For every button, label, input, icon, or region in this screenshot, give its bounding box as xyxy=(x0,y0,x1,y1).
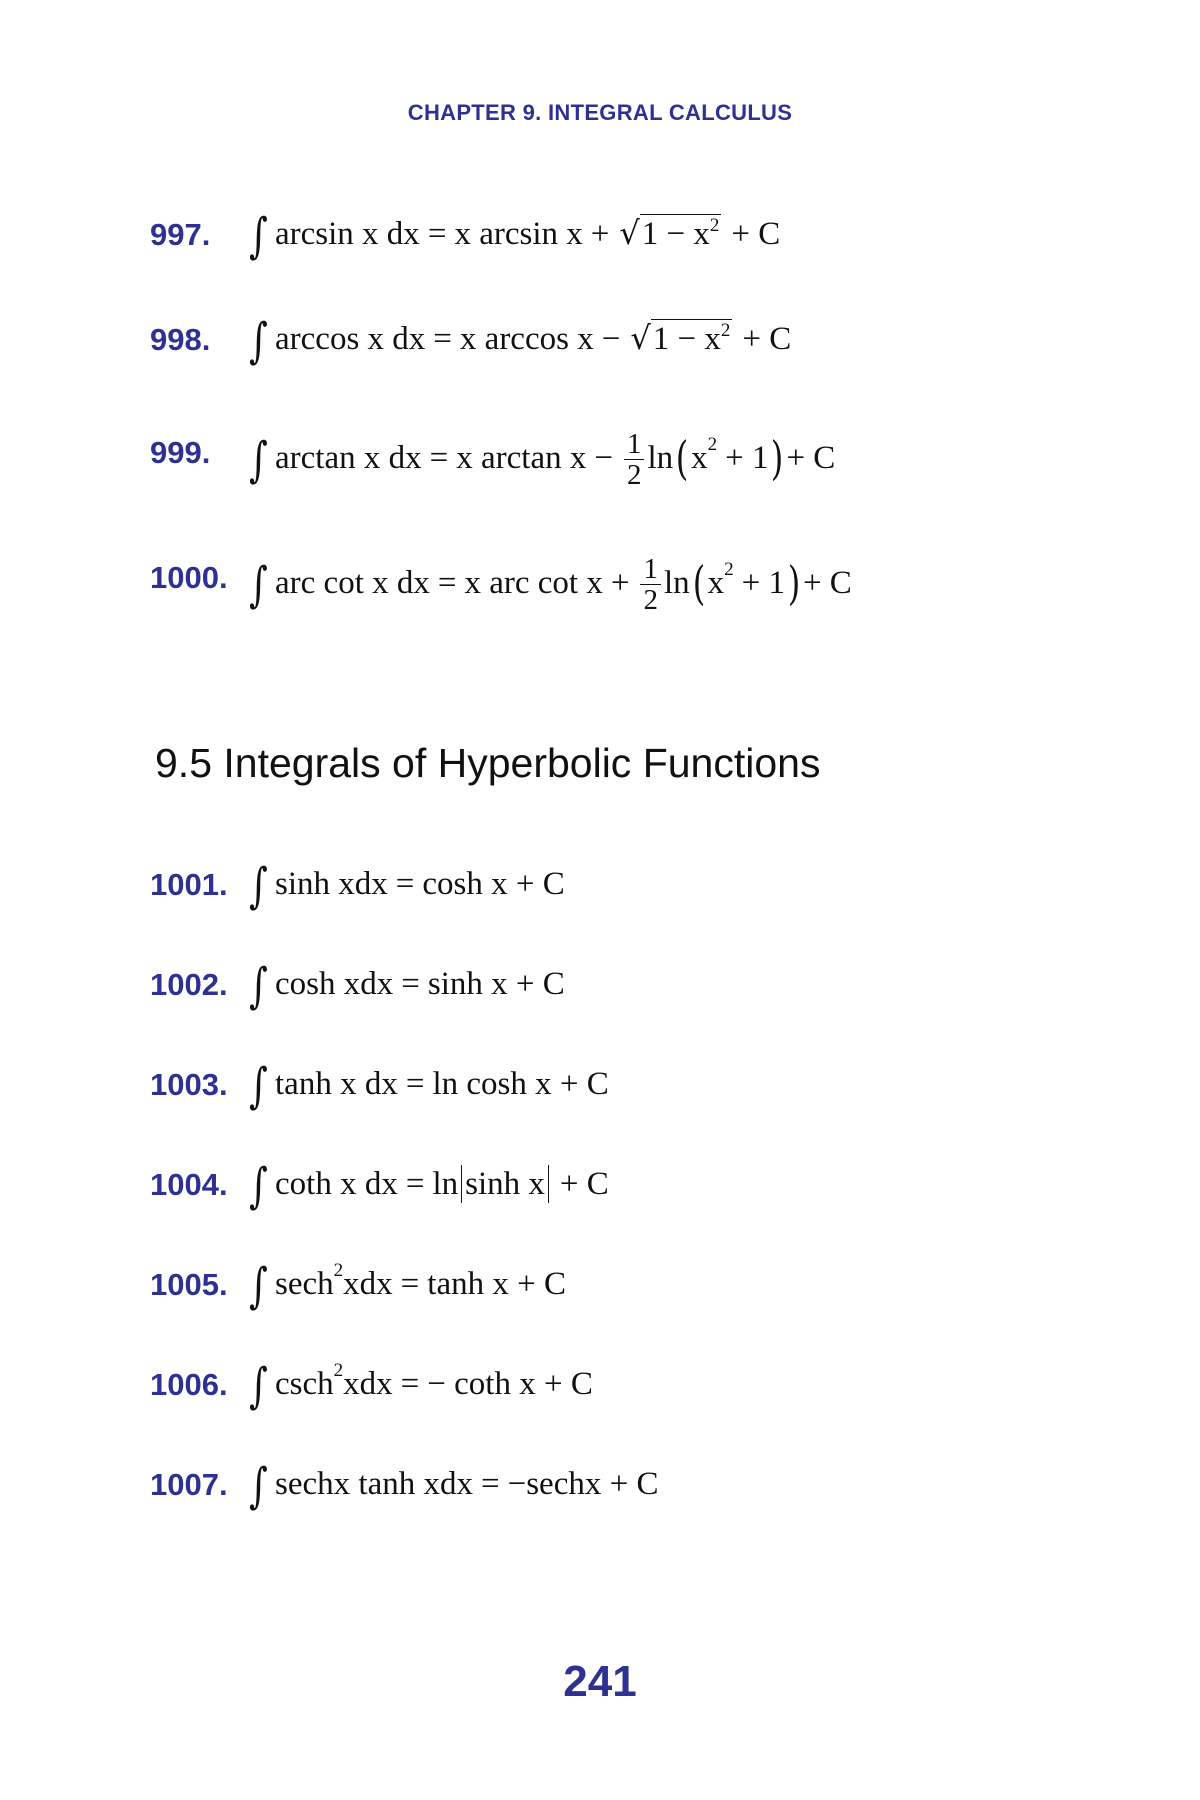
integrand: arctan x dx xyxy=(275,439,422,476)
formula-number: 1007. xyxy=(150,1467,228,1502)
right-paren-icon: ) xyxy=(771,430,784,485)
abs-bar-left-icon xyxy=(461,1165,462,1203)
exponent: 2 xyxy=(709,215,720,236)
integral-sign-icon: ∫ xyxy=(249,1458,268,1514)
formula-expression xyxy=(246,858,565,914)
equals-sign: = xyxy=(437,564,457,601)
formula-number: 1003. xyxy=(150,1067,228,1102)
integral-sign-icon: ∫ xyxy=(249,1258,268,1314)
fraction-one-half xyxy=(640,554,661,615)
argument-var: x xyxy=(707,564,725,601)
equals-sign: = xyxy=(480,1466,500,1502)
rhs-term: x arctan x xyxy=(456,439,587,476)
constant-term: + C xyxy=(731,216,781,252)
result: sinh x + C xyxy=(427,966,565,1002)
formula-number: 999. xyxy=(150,435,211,470)
formula-expression xyxy=(246,427,836,491)
constant-term: + C xyxy=(802,564,852,601)
argument-var: x xyxy=(691,439,708,476)
rhs-term: x arc cot x xyxy=(464,564,603,601)
ln-function: ln xyxy=(647,439,674,476)
abs-argument: sinh x xyxy=(465,1166,545,1202)
formula-number: 998. xyxy=(150,322,211,357)
result: cosh x + C xyxy=(422,866,565,902)
integral-sign-icon: ∫ xyxy=(249,858,268,914)
page-number: 241 xyxy=(563,1657,637,1706)
fraction-one-half xyxy=(624,429,645,490)
section-heading: 9.5 Integrals of Hyperbolic Functions xyxy=(155,740,821,786)
operator: − xyxy=(601,321,621,357)
radicand: $1 - x^2$ xyxy=(640,214,722,258)
result: −sechx + C xyxy=(507,1466,659,1502)
formula-expression xyxy=(246,313,792,369)
integrand-function: sech xyxy=(275,1266,334,1302)
running-head: CHAPTER 9. INTEGRAL CALCULUS xyxy=(407,100,793,125)
equals-sign: = xyxy=(405,1166,425,1202)
equals-sign: = xyxy=(400,1366,420,1402)
integral-sign-icon: ∫ xyxy=(249,556,268,613)
abs-bar-right-icon xyxy=(548,1165,549,1203)
formula-number: 1005. xyxy=(150,1267,228,1302)
result: − coth x + C xyxy=(427,1366,593,1402)
equals-sign: = xyxy=(429,439,449,476)
rhs-term: x arccos x xyxy=(459,321,594,357)
integral-sign-icon: ∫ xyxy=(249,1058,268,1114)
equals-sign: = xyxy=(395,866,415,902)
formula-expression xyxy=(246,1358,593,1414)
exponent: 2 xyxy=(720,320,731,341)
operator: + xyxy=(610,564,630,601)
integrand-function: csch xyxy=(275,1366,334,1402)
formula-number: 1006. xyxy=(150,1367,228,1402)
integrand-differential: xdx xyxy=(343,1366,393,1402)
integrand: sechx tanh xdx xyxy=(275,1466,473,1502)
fraction-numerator: 1 xyxy=(624,429,645,460)
equals-sign: = xyxy=(400,1266,420,1302)
integral-sign-icon: ∫ xyxy=(249,313,268,369)
formula-expression xyxy=(246,1158,609,1214)
integral-sign-icon: ∫ xyxy=(249,208,268,264)
radicand: $1 - x^2$ xyxy=(651,319,733,363)
result: ln cosh x + C xyxy=(432,1066,609,1102)
rhs-term: x arcsin x xyxy=(454,216,583,252)
constant-term: + C xyxy=(742,321,792,357)
fraction-denominator: 2 xyxy=(643,584,658,616)
integrand: arcsin x dx xyxy=(275,216,420,252)
formula-number: 1001. xyxy=(150,867,228,902)
integral-sign-icon: ∫ xyxy=(249,1158,268,1214)
square-root xyxy=(630,315,732,363)
formula-number: 1002. xyxy=(150,967,228,1002)
constant-term: + C xyxy=(786,439,836,476)
formula-expression xyxy=(246,1258,566,1314)
formula-expression xyxy=(246,208,781,264)
exponent: 2 xyxy=(333,1260,344,1281)
left-paren-icon: ( xyxy=(675,430,689,485)
formula-number: 997. xyxy=(150,217,211,252)
exponent: 2 xyxy=(707,433,718,455)
integral-sign-icon: ∫ xyxy=(249,1358,268,1414)
equals-sign: = xyxy=(433,321,452,357)
radical-sign-icon: √ xyxy=(619,214,640,252)
integral-sign-icon: ∫ xyxy=(249,958,268,1014)
integrand: tanh x dx xyxy=(275,1066,398,1102)
radical-sign-icon: √ xyxy=(630,319,651,357)
formula-expression xyxy=(246,1058,609,1114)
integrand-differential: xdx xyxy=(343,1266,393,1302)
left-paren-icon: ( xyxy=(692,555,705,610)
square-root xyxy=(619,210,721,258)
formula-expression xyxy=(246,1458,659,1514)
argument-const: + 1 xyxy=(725,439,769,476)
result: tanh x + C xyxy=(427,1266,566,1302)
ln-function: ln xyxy=(432,1166,459,1202)
formula-number: 1000. xyxy=(150,560,228,595)
exponent: 2 xyxy=(724,558,734,580)
operator: − xyxy=(594,439,613,476)
formula-number: 1004. xyxy=(150,1167,228,1202)
equals-sign: = xyxy=(401,966,420,1002)
constant-term: + C xyxy=(559,1166,609,1202)
formula-expression xyxy=(246,958,565,1014)
equals-sign: = xyxy=(405,1066,425,1102)
integrand: cosh xdx xyxy=(275,966,394,1002)
ln-function: ln xyxy=(663,564,690,601)
equals-sign: = xyxy=(427,216,447,252)
integrand: arc cot x dx xyxy=(275,564,430,601)
fraction-denominator: 2 xyxy=(626,459,642,491)
argument-const: + 1 xyxy=(741,564,785,601)
right-paren-icon: ) xyxy=(787,555,801,610)
integrand: sinh xdx xyxy=(275,866,388,902)
integrand: coth x dx xyxy=(275,1166,398,1202)
integrand: arccos x dx xyxy=(275,321,426,357)
integral-sign-icon: ∫ xyxy=(249,431,268,488)
formula-expression xyxy=(246,552,852,616)
operator: + xyxy=(590,216,610,252)
exponent: 2 xyxy=(333,1360,344,1381)
fraction-numerator: 1 xyxy=(640,554,661,585)
